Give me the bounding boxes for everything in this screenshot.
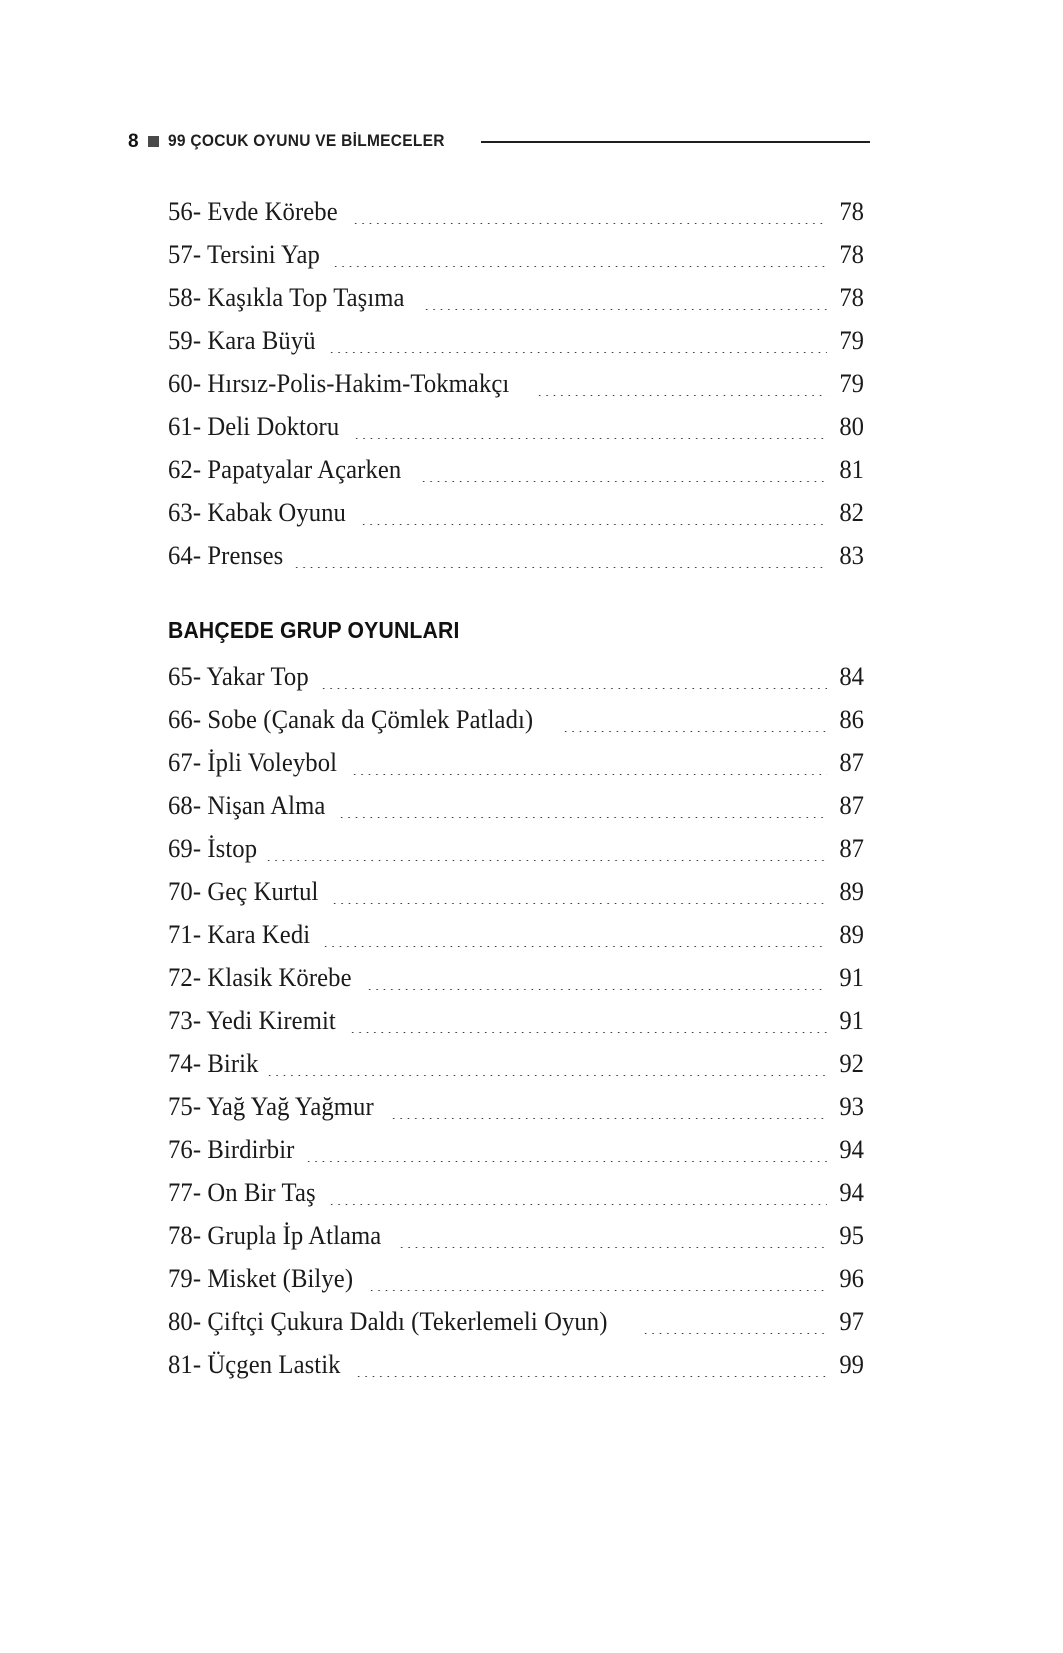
toc-entry-label: 77- On Bir Taş (168, 1177, 316, 1207)
dotted-leader (338, 817, 827, 818)
dotted-leader (332, 266, 827, 267)
toc-entry-page: 84 (839, 661, 864, 691)
toc-entry[interactable] (168, 1343, 864, 1386)
toc-entry-label: 68- Nişan Alma (168, 790, 326, 820)
toc-entry-label: 64- Prenses (168, 540, 284, 570)
dotted-leader (360, 524, 827, 525)
toc-entry-label: 62- Papatyalar Açarken (168, 454, 402, 484)
table-of-contents (168, 190, 864, 1386)
toc-entry-page: 83 (839, 540, 864, 570)
toc-entry-page: 94 (839, 1177, 864, 1207)
toc-entry-label: 69- İstop (168, 833, 258, 863)
dotted-leader (266, 1075, 827, 1076)
toc-entry[interactable] (168, 233, 864, 276)
toc-entry[interactable] (168, 1042, 864, 1085)
dotted-leader (642, 1333, 827, 1334)
dotted-leader (351, 774, 827, 775)
dotted-leader (398, 1247, 827, 1248)
toc-entry-page: 93 (839, 1091, 864, 1121)
toc-entry[interactable] (168, 913, 864, 956)
dotted-leader (420, 481, 827, 482)
toc-entry-label: 74- Birik (168, 1048, 259, 1078)
toc-entry[interactable] (168, 1257, 864, 1300)
header-divider-rule (481, 141, 870, 143)
toc-entry-label: 61- Deli Doktoru (168, 411, 340, 441)
toc-entry-label: 81- Üçgen Lastik (168, 1349, 341, 1379)
toc-entry-label: 67- İpli Voleybol (168, 747, 338, 777)
toc-entry-page: 89 (839, 876, 864, 906)
toc-section-heading: BAHÇEDE GRUP OYUNLARI (168, 617, 460, 643)
toc-entry-page: 96 (839, 1263, 864, 1293)
dotted-leader (349, 1032, 827, 1033)
toc-entry-label: 70- Geç Kurtul (168, 876, 319, 906)
dotted-leader (423, 309, 827, 310)
dotted-leader (293, 567, 827, 568)
toc-entry-label: 63- Kabak Oyunu (168, 497, 346, 527)
dotted-leader (265, 860, 827, 861)
toc-entry[interactable] (168, 1128, 864, 1171)
toc-entry-label: 66- Sobe (Çanak da Çömlek Patladı) (168, 704, 534, 734)
toc-entry-label: 79- Misket (Bilye) (168, 1263, 354, 1293)
toc-block (168, 190, 864, 577)
toc-entry-label: 71- Kara Kedi (168, 919, 311, 949)
toc-entry-page: 91 (839, 962, 864, 992)
toc-entry-page: 79 (839, 368, 864, 398)
toc-entry-page: 89 (839, 919, 864, 949)
book-title: 99 ÇOCUK OYUNU VE BİLMECELER (167, 131, 445, 150)
toc-entry[interactable] (168, 956, 864, 999)
toc-entry-page: 92 (839, 1048, 864, 1078)
toc-entry-label: 59- Kara Büyü (168, 325, 316, 355)
toc-entry-page: 94 (839, 1134, 864, 1164)
toc-entry[interactable] (168, 827, 864, 870)
toc-entry[interactable] (168, 362, 864, 405)
toc-entry-page: 80 (839, 411, 864, 441)
toc-entry[interactable] (168, 1300, 864, 1343)
toc-entry-page: 78 (839, 239, 864, 269)
toc-entry-label: 78- Grupla İp Atlama (168, 1220, 382, 1250)
toc-entry-page: 87 (839, 790, 864, 820)
toc-entry-page: 78 (839, 282, 864, 312)
toc-entry-label: 58- Kaşıkla Top Taşıma (168, 282, 405, 312)
toc-entry[interactable] (168, 405, 864, 448)
dotted-leader (328, 352, 827, 353)
toc-entry-page: 91 (839, 1005, 864, 1035)
toc-entry[interactable] (168, 448, 864, 491)
toc-entry-page: 82 (839, 497, 864, 527)
toc-block (168, 605, 864, 1386)
dotted-leader (390, 1118, 827, 1119)
toc-entry-page: 99 (839, 1349, 864, 1379)
filled-square-icon (148, 136, 159, 147)
toc-entry[interactable] (168, 1171, 864, 1214)
toc-entry[interactable] (168, 276, 864, 319)
running-header (128, 128, 870, 154)
toc-entry[interactable] (168, 999, 864, 1042)
dotted-leader (322, 946, 827, 947)
toc-entry[interactable] (168, 491, 864, 534)
toc-entry-label: 65- Yakar Top (168, 661, 309, 691)
dotted-leader (355, 1376, 827, 1377)
toc-entry-label: 57- Tersini Yap (168, 239, 320, 269)
dotted-leader (562, 731, 827, 732)
toc-entry-page: 95 (839, 1220, 864, 1250)
toc-entry[interactable] (168, 1214, 864, 1257)
page-folio-number: 8 (128, 130, 139, 152)
toc-entry[interactable] (168, 784, 864, 827)
toc-entry[interactable] (168, 319, 864, 362)
toc-entry-label: 72- Klasik Körebe (168, 962, 352, 992)
toc-entry[interactable] (168, 870, 864, 913)
toc-entry-page: 97 (839, 1306, 864, 1336)
toc-entry[interactable] (168, 741, 864, 784)
toc-entry-label: 73- Yedi Kiremit (168, 1005, 336, 1035)
toc-entry-page: 81 (839, 454, 864, 484)
toc-entry-label: 56- Evde Körebe (168, 196, 338, 226)
toc-entry[interactable] (168, 655, 864, 698)
dotted-leader (366, 989, 827, 990)
dotted-leader (536, 395, 827, 396)
toc-entry[interactable] (168, 698, 864, 741)
toc-entry-page: 87 (839, 833, 864, 863)
dotted-leader (331, 903, 827, 904)
dotted-leader (352, 223, 827, 224)
dotted-leader (305, 1161, 827, 1162)
toc-entry-page: 78 (839, 196, 864, 226)
dotted-leader (368, 1290, 827, 1291)
dotted-leader (353, 438, 827, 439)
toc-entry-label: 75- Yağ Yağ Yağmur (168, 1091, 374, 1121)
toc-entry-page: 79 (839, 325, 864, 355)
dotted-leader (328, 1204, 827, 1205)
dotted-leader (320, 688, 827, 689)
toc-entry-label: 60- Hırsız-Polis-Hakim-Tokmakçı (168, 368, 510, 398)
toc-entry[interactable] (168, 1085, 864, 1128)
toc-entry-page: 87 (839, 747, 864, 777)
toc-entry-page: 86 (839, 704, 864, 734)
toc-entry[interactable] (168, 534, 864, 577)
toc-entry-label: 80- Çiftçi Çukura Daldı (Tekerlemeli Oyun) (168, 1306, 608, 1336)
toc-entry[interactable] (168, 190, 864, 233)
block-spacer (168, 577, 864, 605)
toc-entry-label: 76- Birdirbir (168, 1134, 295, 1164)
